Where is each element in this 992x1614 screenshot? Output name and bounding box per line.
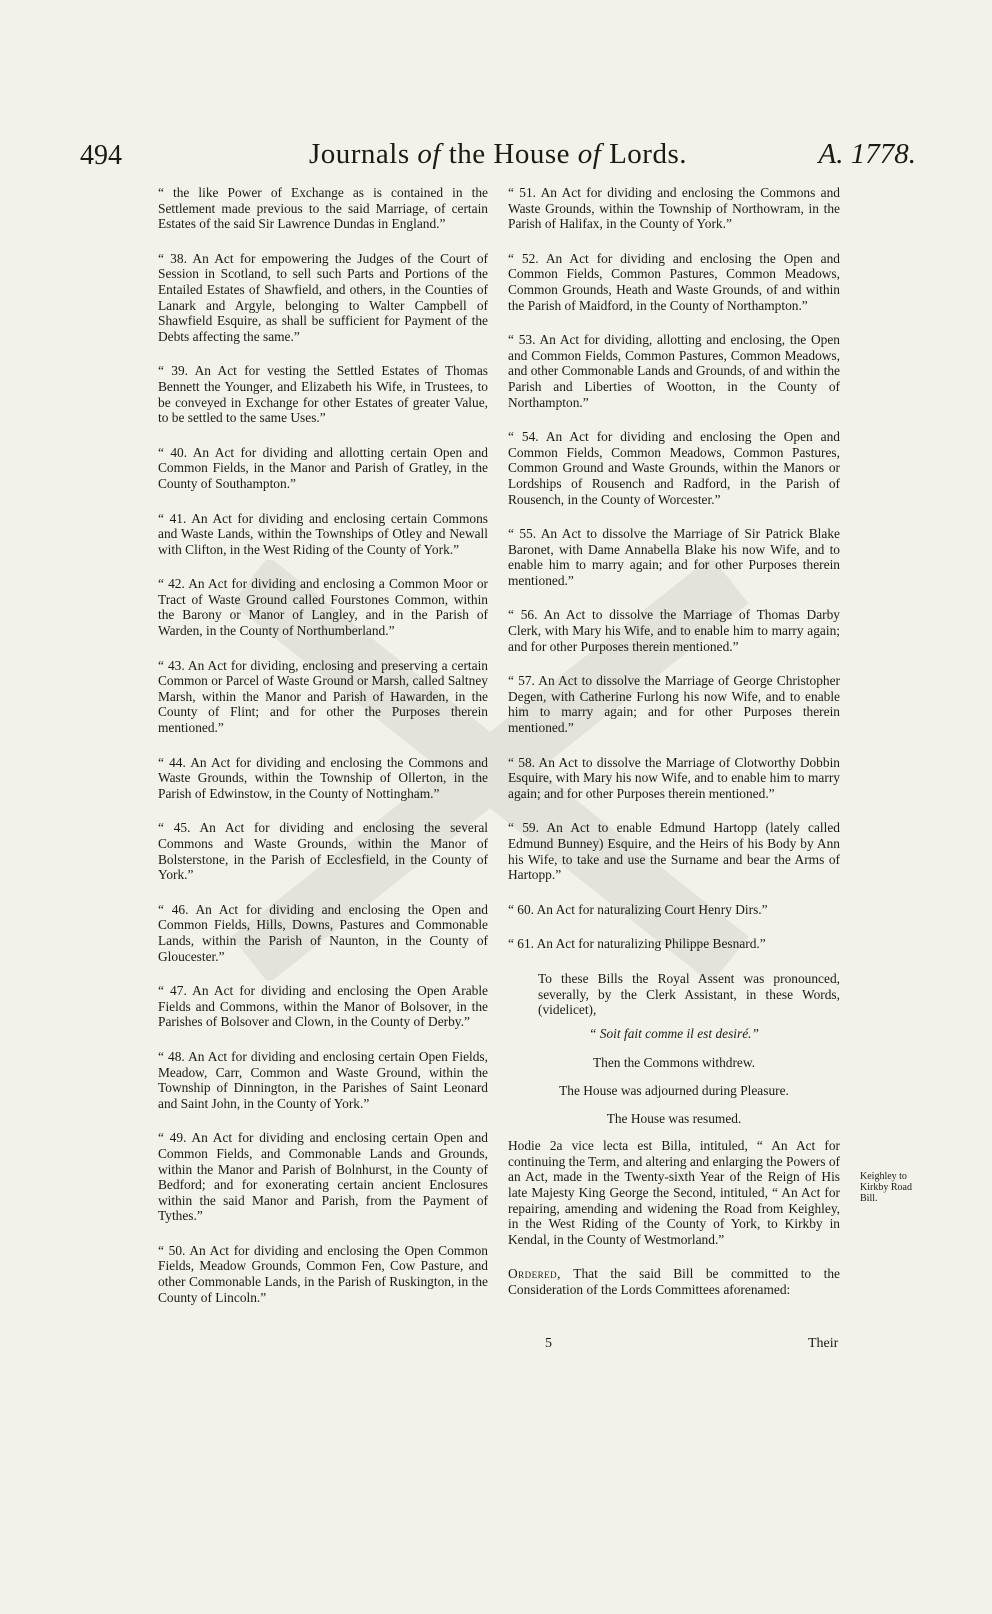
ordered-paragraph [508, 1266, 840, 1297]
act-paragraph: “ 50. An Act for dividing and enclosing the Open Common Fields, Meadow Grounds, Common Fen, Cow Pasture, and other Commonable Lands, in the Parish of Ruskington, in the County of Lincoln.” [158, 1242, 488, 1305]
right-column [508, 185, 840, 1316]
page-number: 494 [80, 140, 122, 171]
left-column [158, 185, 488, 1324]
ordered-lead: Ordered, [508, 1266, 562, 1282]
signature-mark: 5 [545, 1336, 552, 1351]
act-paragraph: “ 41. An Act for dividing and enclosing certain Commons and Waste Lands, within the Townships of Otley and Newall with Clifton, in the West Riding of the County of York.” [158, 510, 488, 557]
act-paragraph: “ 57. An Act to dissolve the Marriage of George Christopher Degen, with Catherine Furlong his now Wife, and to enable him to marry again; and for other Purposes therein mentioned.” [508, 673, 840, 736]
act-paragraph: “ 54. An Act for dividing and enclosing the Open and Common Fields, Common Meadows, Common Pastures, Common Ground and Waste Grounds, within the Manors or Lordships of Rousench and Radford, in the Parish of Rousench, in the County of Worcester.” [508, 429, 840, 507]
act-paragraph: “ 60. An Act for naturalizing Court Henry Dirs.” [508, 901, 768, 917]
act-paragraph: “ 61. An Act for naturalizing Philippe Besnard.” [508, 936, 766, 952]
running-title: Journals of the House of Lords. [308, 138, 687, 170]
catchword: Their [808, 1336, 839, 1351]
act-paragraph: “ 46. An Act for dividing and enclosing the Open and Common Fields, Hills, Downs, Pastures and Commonable Lands, within the Parish of Naunton, in the County of Gloucester.” [158, 901, 488, 964]
act-paragraph: “ 59. An Act to enable Edmund Hartopp (lately called Edmund Bunney) Esquire, and the Heirs of his Body by Ann his Wife, to take and use the Surname and bear the Arms of Hartopp.” [508, 820, 840, 883]
royal-assent-text: To these Bills the Royal Assent was pronounced, severally, by the Clerk Assistant, in these Words, (videlicet), [538, 970, 840, 1018]
assent-motto: “ Soit fait comme il est desiré.” [589, 1025, 759, 1041]
act-paragraph: “ 40. An Act for dividing and allotting certain Open and Common Fields, in the Manor and Parish of Gratley, in the County of Southampton.” [158, 444, 488, 491]
act-paragraph: “ 45. An Act for dividing and enclosing the several Commons and Waste Grounds, within the Manor of Bolsterstone, in the Parish of Ecclesfield, in the County of York.” [158, 820, 488, 883]
act-paragraph: “ 39. An Act for vesting the Settled Estates of Thomas Bennett the Younger, and Elizabeth his Wife, in Trustees, to be conveyed in Exchange for other Estates of greater Value, to be settled to the same Uses.” [158, 363, 488, 426]
act-paragraph: “ 44. An Act for dividing and enclosing the Commons and Waste Grounds, within the Township of Ollerton, in the Parish of Edwinstow, in the County of Nottingham.” [158, 754, 488, 801]
act-paragraph: “ 52. An Act for dividing and enclosing the Open and Common Fields, Common Pastures, Common Meadows, Common Grounds, Heath and Waste Grounds, of and within the Parish of Maidford, in the County of Northampton.” [508, 250, 840, 313]
year: A. 1778. [818, 138, 916, 170]
act-paragraph: “ 53. An Act for dividing, allotting and enclosing, the Open and Common Fields, Common Pastures, Common Meadows, and other Commonable Lands and Grounds, of and within the Parish and Liberties of Wootton, in the County of Northampton.” [508, 332, 840, 410]
act-paragraph: “ 51. An Act for dividing and enclosing the Commons and Waste Grounds, within the Township of Northowram, in the Parish of Halifax, in the County of York.” [508, 185, 840, 232]
margin-note: Keighley to Kirkby Road Bill. [860, 1171, 912, 1204]
second-reading-paragraph: Hodie 2a vice lecta est Billa, intituled, “ An Act for continuing the Term, and altering and enlarging the Powers of an Act, made in the Twenty-sixth Year of the Reign of His late Majesty King George the Second, intituled, “ An Act for repairing, amending and widening the Road from Keighley, in the West Riding of the County of York, to Kirkby in Kendal, in the County of Westmorland.” [508, 1138, 840, 1247]
act-paragraph: “ 49. An Act for dividing and enclosing certain Open and Common Fields, and Commonable Lands and Grounds, within the Manor and Parish of Bolnhurst, in the County of Bedford; and for exonerating certain ancient Enclosures within the said Manor and Parish, from the Payment of Tythes.” [158, 1130, 488, 1224]
page-header [80, 138, 916, 182]
act-paragraph: “ 48. An Act for dividing and enclosing certain Open Fields, Meadow, Carr, Common and Waste Ground, within the Township of Dinnington, in the Parishes of Saint Leonard and Saint John, in the County of York.” [158, 1048, 488, 1111]
act-paragraph: “ 47. An Act for dividing and enclosing the Open Arable Fields and Commons, within the Manor of Bolsover, in the Parishes of Bolsover and Clown, in the County of Derby.” [158, 983, 488, 1030]
act-paragraph: “ 58. An Act to dissolve the Marriage of Clotworthy Dobbin Esquire, with Mary his now Wife, and to enable him to marry again; and for other Purposes therein mentioned.” [508, 754, 840, 801]
act-paragraph: “ 38. An Act for empowering the Judges of the Court of Session in Scotland, to sell such Parts and Portions of the Entailed Estates of Shawfield, and others, in the Counties of Lanark and Argyle, belonging to Walter Campbell of Shawfield Esquire, as shall be sufficient for Payment of the Debts affecting the same.” [158, 250, 488, 344]
house-adjourned: The House was adjourned during Pleasure. [559, 1082, 789, 1098]
act-paragraph: “ 42. An Act for dividing and enclosing a Common Moor or Tract of Waste Ground called Fourstones Common, within the Barony or Manor of Langley, and in the Parish of Warden, in the County of Northumberland.” [158, 576, 488, 639]
act-paragraph: “ 43. An Act for dividing, enclosing and preserving a certain Common or Parcel of Waste Ground or Marsh, called Saltney Marsh, within the Manor and Parish of Hawarden, in the County of Flint; and for other the Purposes therein mentioned.” [158, 657, 488, 736]
act-paragraph: “ 56. An Act to dissolve the Marriage of Thomas Darby Clerk, with Mary his Wife, and to enable him to marry again; and for other Purposes therein mentioned.” [508, 607, 840, 654]
commons-withdrew: Then the Commons withdrew. [592, 1055, 756, 1071]
ordered-text: That the said Bill be committed to the Consideration of the Lords Committees aforenamed: [508, 1266, 840, 1297]
act-paragraph: “ the like Power of Exchange as is contained in the Settlement made previous to the said Marriage, of certain Estates of the said Sir Lawrence Dundas in England.” [158, 185, 488, 232]
house-resumed: The House was resumed. [606, 1110, 742, 1126]
act-paragraph: “ 55. An Act to dissolve the Marriage of Sir Patrick Blake Baronet, with Dame Annabella Blake his now Wife, and to enable him to marry again; and for other Purposes therein mentioned.” [508, 526, 840, 588]
